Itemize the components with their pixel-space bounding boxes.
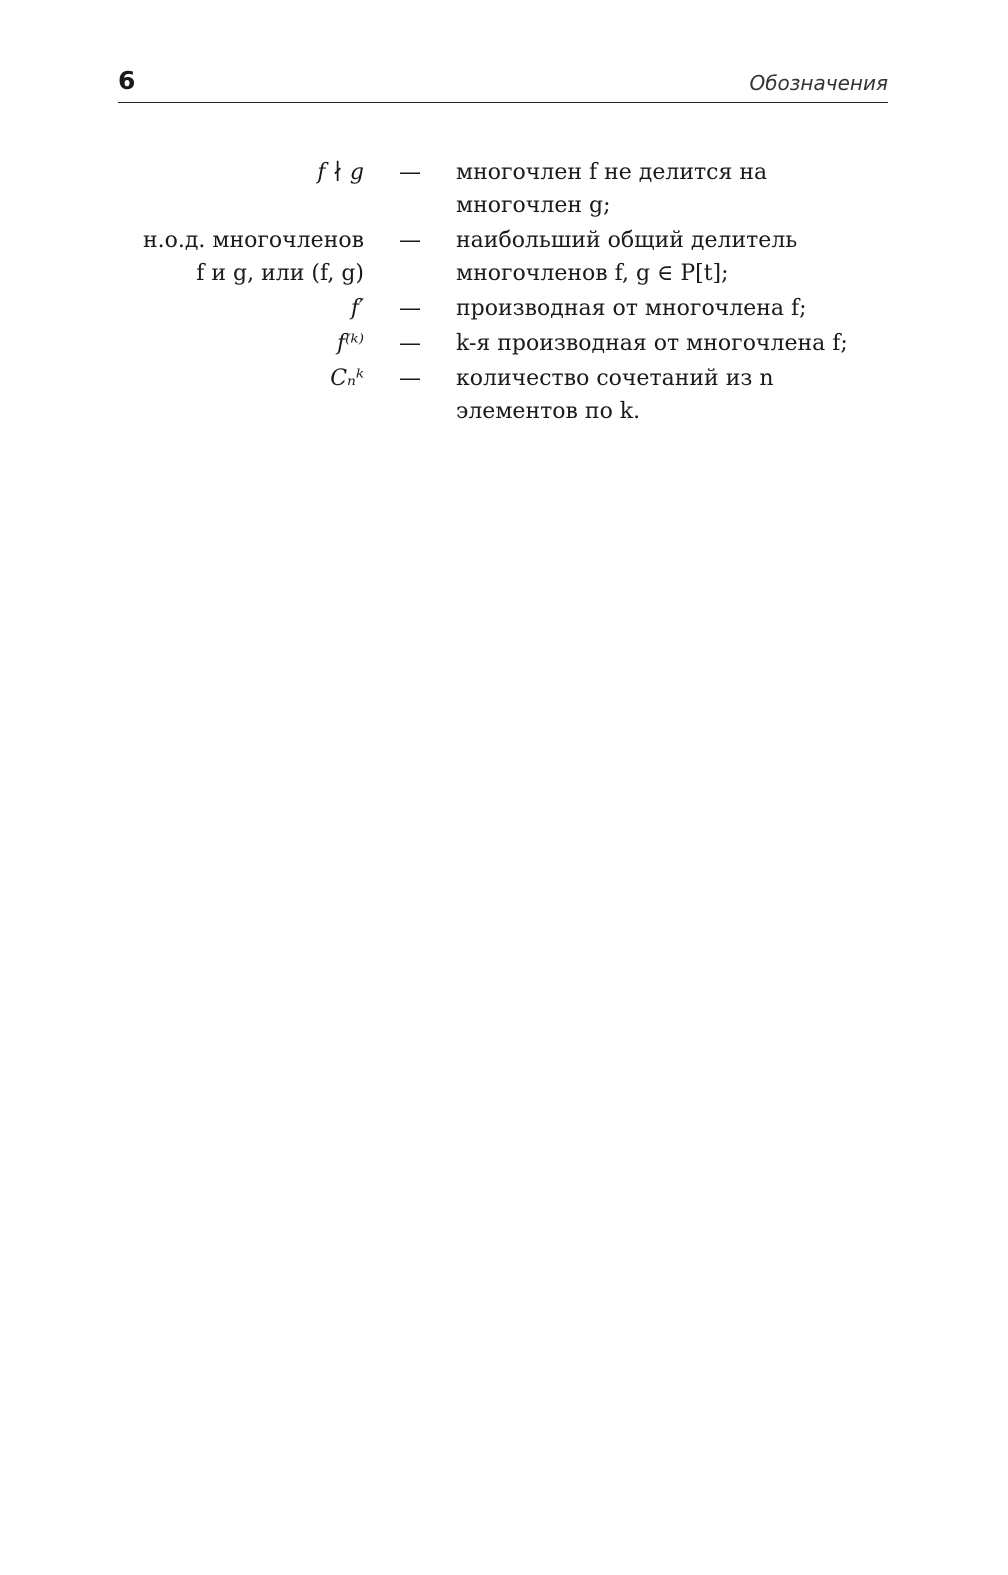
dash-separator: — <box>399 296 421 321</box>
notation-definition <box>456 327 888 360</box>
page-header <box>118 64 888 103</box>
symbol-line: н.о.д. многочленов <box>142 228 364 253</box>
symbol-line: f′ <box>350 296 364 321</box>
notation-symbol <box>118 292 364 325</box>
symbol-line: f ∤ g <box>317 160 364 185</box>
running-title: Обозначения <box>749 71 888 95</box>
notation-definition <box>456 292 888 325</box>
dash-separator: — <box>399 160 421 185</box>
notation-entry <box>118 327 888 360</box>
notation-definition <box>456 156 888 222</box>
notation-entry <box>118 156 888 222</box>
definition-line: наибольший общий делитель <box>456 228 798 253</box>
notation-list <box>118 156 888 430</box>
notation-entry <box>118 292 888 325</box>
definition-line: многочленов f, g ∈ P[t]; <box>456 261 729 286</box>
definition-line: количество сочетаний из n <box>456 366 774 391</box>
notation-symbol <box>118 224 364 290</box>
definition-line: многочлен g; <box>456 193 611 218</box>
dash-separator: — <box>399 366 421 391</box>
notation-symbol <box>118 156 364 189</box>
notation-definition <box>456 362 888 428</box>
notation-entry <box>118 224 888 290</box>
symbol-line: f и g, или (f, g) <box>196 261 364 286</box>
notation-entry <box>118 362 888 428</box>
page-number: 6 <box>118 66 136 95</box>
notation-definition <box>456 224 888 290</box>
definition-line: k-я производная от многочлена f; <box>456 331 848 356</box>
definition-line: производная от многочлена f; <box>456 296 807 321</box>
notation-symbol <box>118 327 364 360</box>
dash-separator: — <box>399 228 421 253</box>
notation-symbol <box>118 362 364 395</box>
dash-separator: — <box>399 331 421 356</box>
symbol-line: Cₙᵏ <box>330 366 364 391</box>
symbol-line: f⁽ᵏ⁾ <box>337 331 364 356</box>
definition-line: элементов по k. <box>456 399 641 424</box>
definition-line: многочлен f не делится на <box>456 160 768 185</box>
